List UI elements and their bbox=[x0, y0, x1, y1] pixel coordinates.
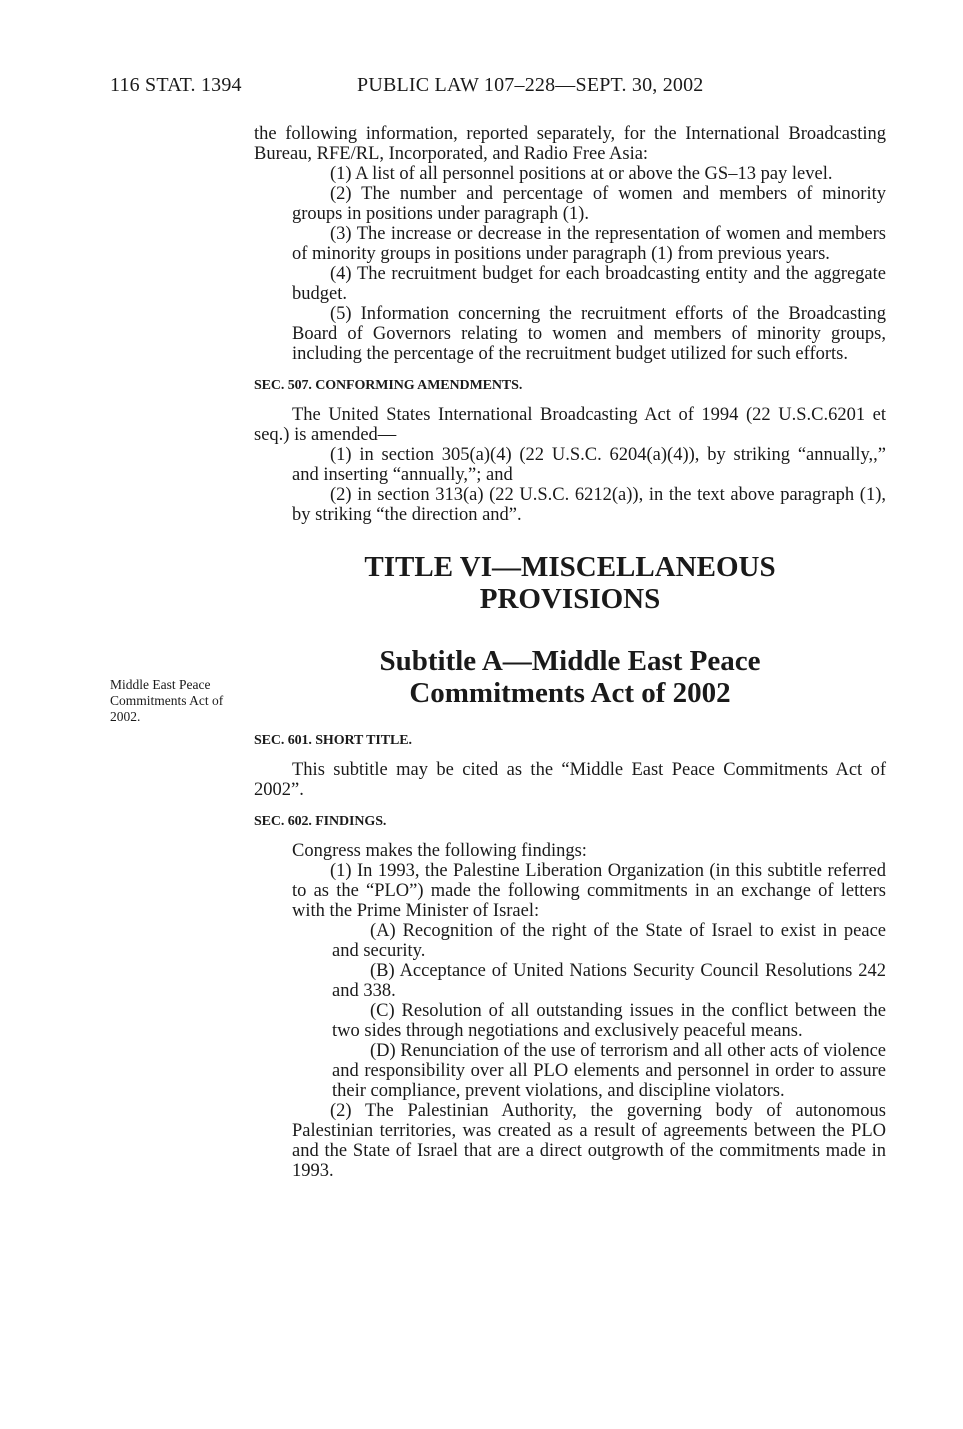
sec506-item: (3) The increase or decrease in the representation of women and members of minority groups in positions under paragraph (1) from previous years. bbox=[292, 224, 886, 264]
subtitle-line-1: Subtitle A—Middle East Peace bbox=[379, 645, 761, 677]
subtitle-line-2: Commitments Act of 2002 bbox=[409, 677, 731, 709]
sec602-subitem: (A) Recognition of the right of the State of Israel to exist in peace and security. bbox=[332, 921, 886, 961]
sec602-item-1: (1) In 1993, the Palestine Liberation Organization (in this subtitle referred to as the “PLO”) made the following commitments in an exchange of letters with the Prime Minister of Israel: bbox=[292, 861, 886, 921]
sec506-item: (2) The number and percentage of women and members of minority groups in positions under paragraph (1). bbox=[292, 184, 886, 224]
sec506-item: (4) The recruitment budget for each broadcasting entity and the aggregate budget. bbox=[292, 264, 886, 304]
sec506-item: (5) Information concerning the recruitment efforts of the Broadcasting Board of Governors relating to women and members of minority groups, including the percentage of the recruitment budget utilized for such efforts. bbox=[292, 304, 886, 364]
sec602-intro: Congress makes the following findings: bbox=[292, 841, 587, 861]
sec507-intro: The United States International Broadcasting Act of 1994 (22 U.S.C.6201 et seq.) is amended— bbox=[254, 405, 886, 445]
sec602-heading: SEC. 602. FINDINGS. bbox=[254, 814, 387, 829]
sec507-heading: SEC. 507. CONFORMING AMENDMENTS. bbox=[254, 378, 523, 393]
sec602-subitem: (B) Acceptance of United Nations Security Council Resolutions 242 and 338. bbox=[332, 961, 886, 1001]
sec506-item: (1) A list of all personnel positions at or above the GS–13 pay level. bbox=[330, 164, 833, 184]
sec506-continuation: the following information, reported separately, for the International Broadcasting Bureau, RFE/RL, Incorporated, and Radio Free Asia: bbox=[254, 124, 886, 164]
margin-note: Middle East Peace Commitments Act of 2002. bbox=[110, 677, 224, 724]
sec507-item: (2) in section 313(a) (22 U.S.C. 6212(a)), in the text above paragraph (1), by striking “the direction and”. bbox=[292, 485, 886, 525]
sec602-subitem: (D) Renunciation of the use of terrorism and all other acts of violence and responsibility over all PLO elements and personnel in order to assure their compliance, prevent violations, and discipline violators. bbox=[332, 1041, 886, 1101]
title-heading bbox=[254, 551, 886, 615]
document-body bbox=[254, 124, 886, 1181]
sec601-heading: SEC. 601. SHORT TITLE. bbox=[254, 733, 412, 748]
subtitle-heading bbox=[254, 645, 886, 709]
sec601-text: This subtitle may be cited as the “Middle East Peace Commitments Act of 2002”. bbox=[254, 760, 886, 800]
title-line-1: TITLE VI—MISCELLANEOUS bbox=[364, 551, 776, 583]
title-line-2: PROVISIONS bbox=[479, 583, 661, 615]
sec507-item: (1) in section 305(a)(4) (22 U.S.C. 6204(a)(4)), by striking “annually,,” and inserting “annually,”; and bbox=[292, 445, 886, 485]
public-law-citation: PUBLIC LAW 107–228—SEPT. 30, 2002 bbox=[357, 74, 704, 96]
sec602-subitem: (C) Resolution of all outstanding issues in the conflict between the two sides through negotiations and exclusively peaceful means. bbox=[332, 1001, 886, 1041]
page-folio: 116 STAT. 1394 bbox=[110, 74, 242, 96]
sec602-item-2: (2) The Palestinian Authority, the governing body of autonomous Palestinian territories, was created as a result of agreements between the PLO and the State of Israel that are a direct outgrowth of the commitments made in 1993. bbox=[292, 1101, 886, 1181]
